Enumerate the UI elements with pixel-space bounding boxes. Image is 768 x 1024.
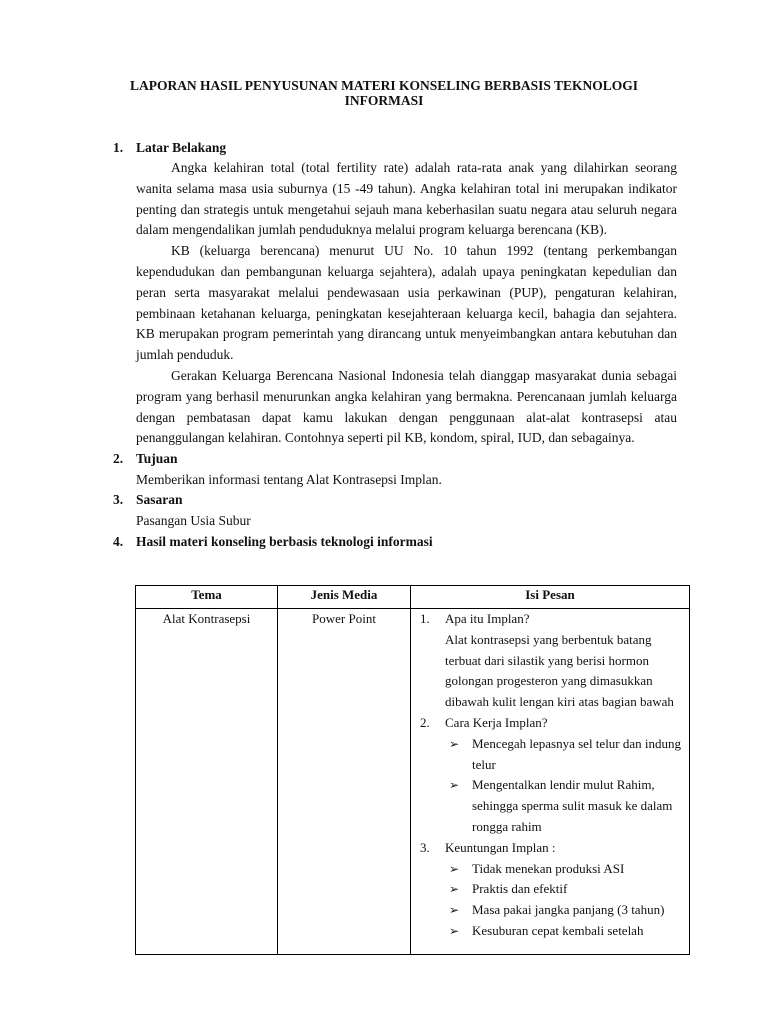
- bullet-item: [449, 921, 683, 942]
- table-header-row: [136, 586, 690, 609]
- list-item: [420, 609, 683, 713]
- materi-table: [135, 585, 690, 955]
- section-tujuan: [113, 449, 683, 490]
- paragraph: Gerakan Keluarga Berencana Nasional Indonesia telah dianggap masyarakat dunia sebagai program yang berhasil menurunkan angka kelahiran yang bermakna. Perencanaan jumlah keluarga dengan pembatasan dapat kamu lakukan dengan penggunaan alat-alat kontrasepsi atau penanggulangan kelahiran. Contohnya seperti pil KB, kondom, spiral, IUD, dan sebagainya.: [136, 367, 677, 446]
- arrow-bullet-icon: ➢: [449, 778, 460, 793]
- bullet-text: Tidak menekan produksi ASI: [472, 860, 625, 876]
- section-heading: Hasil materi konseling berbasis teknologi informasi: [136, 534, 433, 549]
- section-heading: Tujuan: [136, 451, 178, 466]
- bullet-text: Praktis dan efektif: [472, 881, 568, 897]
- section-number: 1.: [113, 140, 124, 155]
- bullet-text: Mencegah lepasnya sel telur dan indung telur: [472, 735, 682, 772]
- section-sasaran: [113, 490, 683, 531]
- header-tema: Tema: [136, 586, 278, 609]
- item-number: 2.: [420, 714, 430, 730]
- bullet-item: [449, 775, 683, 837]
- section-heading: Latar Belakang: [136, 140, 227, 155]
- bullet-text: Masa pakai jangka panjang (3 tahun): [472, 902, 665, 918]
- item-answer: Alat kontrasepsi yang berbentuk batang terbuat dari silastik yang berisi hormon golongan progesteron yang dimasukkan dibawah kulit lengan kiri atas bagian bawah: [445, 631, 674, 710]
- item-question: Cara Kerja Implan?: [445, 714, 548, 730]
- arrow-bullet-icon: ➢: [449, 736, 460, 751]
- section-number: 3.: [113, 492, 124, 507]
- section-hasil-materi: [113, 532, 683, 552]
- bullet-item: [449, 734, 683, 776]
- item-number: 3.: [420, 839, 430, 855]
- bullet-item: [449, 900, 683, 921]
- arrow-bullet-icon: ➢: [449, 903, 460, 918]
- arrow-bullet-icon: ➢: [449, 861, 460, 876]
- item-question: Keuntungan Implan :: [445, 839, 556, 855]
- header-jenis-media: Jenis Media: [278, 586, 411, 609]
- section-latar-belakang: [113, 138, 683, 449]
- section-number: 2.: [113, 451, 124, 466]
- arrow-bullet-icon: ➢: [449, 882, 460, 897]
- paragraph: KB (keluarga berencana) menurut UU No. 10 tahun 1992 (tentang perkembangan kependudukan dan pembangunan keluarga sejahtera), adalah upaya peningkatan kepedulian dan peran serta masyarakat melalui pendewasaan usia perkawinan (PUP), pengaturan kelahiran, pembinaan ketahanan keluarga, peningkatan kesejahteraan keluarga kecil, bahagia dan sejahtera. KB merupakan program pemerintah yang dirancang untuk menyeimbangkan antara kebutuhan dan jumlah penduduk.: [136, 243, 677, 363]
- item-number: 1.: [420, 611, 430, 626]
- paragraph: Angka kelahiran total (total fertility rate) adalah rata-rata anak yang dilahirkan seorang wanita selama masa usia suburnya (15 -49 tahun). Angka kelahiran total ini merupakan indikator penting dan strategis untuk mengetahui sejauh mana keberhasilan suatu negara atau seluruh negara dalam mengendalikan jumlah penduduknya melalui program keluarga berencana (KB).: [136, 160, 677, 238]
- cell-isi-pesan: [411, 609, 690, 955]
- table-row: [136, 609, 690, 955]
- header-isi-pesan: Isi Pesan: [411, 586, 690, 609]
- document-title: [100, 78, 668, 108]
- bullet-text: Kesuburan cepat kembali setelah: [472, 922, 644, 938]
- section-number: 4.: [113, 534, 124, 549]
- list-item: [420, 713, 683, 838]
- cell-tema: Alat Kontrasepsi: [136, 609, 278, 955]
- arrow-bullet-icon: ➢: [449, 923, 460, 938]
- section-text: Pasangan Usia Subur: [136, 513, 251, 528]
- section-heading: Sasaran: [136, 492, 183, 507]
- title-line-1: LAPORAN HASIL PENYUSUNAN MATERI KONSELING BERBASIS TEKNOLOGI: [129, 78, 639, 93]
- bullet-item: [449, 859, 683, 880]
- list-item: [420, 838, 683, 942]
- cell-jenis-media: Power Point: [278, 609, 411, 955]
- section-text: Memberikan informasi tentang Alat Kontrasepsi Implan.: [136, 472, 442, 487]
- item-question: Apa itu Implan?: [445, 611, 530, 626]
- bullet-text: Mengentalkan lendir mulut Rahim, sehingga sperma sulit masuk ke dalam rongga rahim: [472, 777, 673, 834]
- title-line-2: INFORMASI: [344, 93, 424, 108]
- bullet-item: [449, 879, 683, 900]
